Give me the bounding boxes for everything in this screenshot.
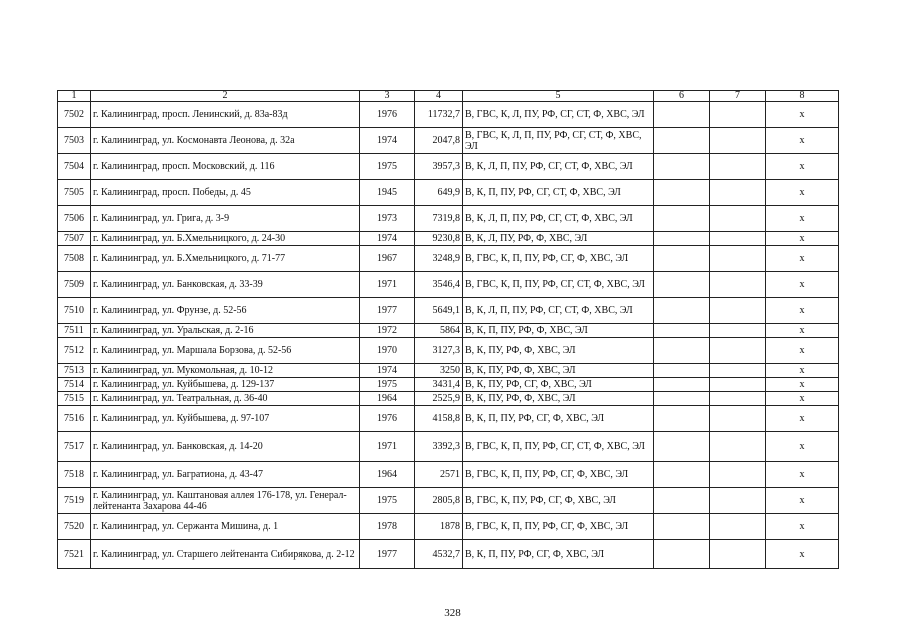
column-7-cell [710,378,766,392]
year-cell: 1977 [360,298,415,324]
column-8-cell: х [766,364,839,378]
column-6-cell [654,102,710,128]
column-8-cell: х [766,392,839,406]
header-cell: 5 [463,91,654,102]
page-number: 328 [444,607,461,619]
area-cell: 2047,8 [415,128,463,154]
table-row [58,272,839,298]
column-8-cell: х [766,102,839,128]
header-row [58,91,839,102]
year-cell: 1964 [360,462,415,488]
column-7-cell [710,488,766,514]
area-cell: 4158,8 [415,406,463,432]
table-row [58,540,839,569]
works-cell: В, К, Л, ПУ, РФ, Ф, ХВС, ЭЛ [463,232,654,246]
column-6-cell [654,514,710,540]
address-cell: г. Калининград, ул. Банковская, д. 33-39 [91,272,360,298]
column-8-cell: х [766,540,839,569]
area-cell: 2805,8 [415,488,463,514]
year-cell: 1975 [360,154,415,180]
column-6-cell [654,378,710,392]
column-6-cell [654,338,710,364]
year-cell: 1972 [360,324,415,338]
table-row [58,232,839,246]
year-cell: 1971 [360,272,415,298]
address-cell: г. Калининград, просп. Победы, д. 45 [91,180,360,206]
column-6-cell [654,180,710,206]
row-number-cell: 7506 [58,206,91,232]
column-8-cell: х [766,272,839,298]
table-row [58,298,839,324]
column-7-cell [710,338,766,364]
works-cell: В, К, Л, П, ПУ, РФ, СГ, СТ, Ф, ХВС, ЭЛ [463,298,654,324]
year-cell: 1974 [360,364,415,378]
works-cell: В, ГВС, К, Л, П, ПУ, РФ, СГ, СТ, Ф, ХВС, ЭЛ [463,128,654,154]
area-cell: 2571 [415,462,463,488]
works-cell: В, ГВС, К, П, ПУ, РФ, СГ, Ф, ХВС, ЭЛ [463,462,654,488]
column-7-cell [710,298,766,324]
year-cell: 1974 [360,232,415,246]
row-number-cell: 7512 [58,338,91,364]
column-6-cell [654,488,710,514]
column-8-cell: х [766,488,839,514]
area-cell: 3392,3 [415,432,463,462]
column-8-cell: х [766,432,839,462]
year-cell: 1964 [360,392,415,406]
column-8-cell: х [766,324,839,338]
table-row [58,338,839,364]
column-7-cell [710,206,766,232]
address-cell: г. Калининград, ул. Сержанта Мишина, д. 1 [91,514,360,540]
column-6-cell [654,128,710,154]
area-cell: 3431,4 [415,378,463,392]
row-number-cell: 7520 [58,514,91,540]
address-cell: г. Калининград, ул. Б.Хмельницкого, д. 71-77 [91,246,360,272]
column-6-cell [654,364,710,378]
year-cell: 1973 [360,206,415,232]
column-6-cell [654,432,710,462]
header-cell: 3 [360,91,415,102]
column-8-cell: х [766,180,839,206]
works-cell: В, К, ПУ, РФ, Ф, ХВС, ЭЛ [463,392,654,406]
column-6-cell [654,246,710,272]
works-cell: В, К, ПУ, РФ, СГ, Ф, ХВС, ЭЛ [463,378,654,392]
address-cell: г. Калининград, ул. Мукомольная, д. 10-12 [91,364,360,378]
table-body [58,91,839,569]
row-number-cell: 7503 [58,128,91,154]
table-row [58,206,839,232]
column-6-cell [654,272,710,298]
column-7-cell [710,154,766,180]
column-8-cell: х [766,128,839,154]
area-cell: 7319,8 [415,206,463,232]
address-cell: г. Калининград, ул. Уральская, д. 2-16 [91,324,360,338]
address-cell: г. Калининград, ул. Старшего лейтенанта Сибирякова, д. 2-12 [91,540,360,569]
address-cell: г. Калининград, ул. Багратиона, д. 43-47 [91,462,360,488]
column-8-cell: х [766,406,839,432]
header-cell: 7 [710,91,766,102]
area-cell: 3127,3 [415,338,463,364]
address-cell: г. Калининград, ул. Фрунзе, д. 52-56 [91,298,360,324]
column-7-cell [710,514,766,540]
works-cell: В, К, ПУ, РФ, Ф, ХВС, ЭЛ [463,338,654,364]
column-7-cell [710,128,766,154]
area-cell: 5649,1 [415,298,463,324]
year-cell: 1976 [360,102,415,128]
header-cell: 8 [766,91,839,102]
address-cell: г. Калининград, просп. Ленинский, д. 83а-83д [91,102,360,128]
table-row [58,102,839,128]
column-7-cell [710,324,766,338]
year-cell: 1945 [360,180,415,206]
address-cell: г. Калининград, ул. Театральная, д. 36-40 [91,392,360,406]
column-6-cell [654,232,710,246]
table-row [58,128,839,154]
area-cell: 2525,9 [415,392,463,406]
works-cell: В, К, П, ПУ, РФ, СГ, Ф, ХВС, ЭЛ [463,406,654,432]
row-number-cell: 7508 [58,246,91,272]
column-6-cell [654,298,710,324]
column-6-cell [654,206,710,232]
column-8-cell: х [766,246,839,272]
row-number-cell: 7519 [58,488,91,514]
row-number-cell: 7521 [58,540,91,569]
column-6-cell [654,462,710,488]
column-8-cell: х [766,514,839,540]
table-row [58,406,839,432]
area-cell: 3546,4 [415,272,463,298]
area-cell: 1878 [415,514,463,540]
table-row [58,392,839,406]
works-cell: В, К, Л, П, ПУ, РФ, СГ, СТ, Ф, ХВС, ЭЛ [463,206,654,232]
address-cell: г. Калининград, ул. Куйбышева, д. 129-137 [91,378,360,392]
column-8-cell: х [766,232,839,246]
column-7-cell [710,432,766,462]
column-8-cell: х [766,298,839,324]
works-cell: В, ГВС, К, П, ПУ, РФ, СГ, СТ, Ф, ХВС, ЭЛ [463,272,654,298]
row-number-cell: 7507 [58,232,91,246]
column-8-cell: х [766,462,839,488]
column-7-cell [710,232,766,246]
area-cell: 3250 [415,364,463,378]
row-number-cell: 7518 [58,462,91,488]
address-cell: г. Калининград, просп. Московский, д. 116 [91,154,360,180]
column-8-cell: х [766,338,839,364]
year-cell: 1976 [360,406,415,432]
area-cell: 3248,9 [415,246,463,272]
address-cell: г. Калининград, ул. Куйбышева, д. 97-107 [91,406,360,432]
column-7-cell [710,180,766,206]
header-cell: 1 [58,91,91,102]
year-cell: 1975 [360,378,415,392]
address-cell: г. Калининград, ул. Космонавта Леонова, д. 32а [91,128,360,154]
header-cell: 4 [415,91,463,102]
area-cell: 649,9 [415,180,463,206]
address-cell: г. Калининград, ул. Каштановая аллея 176-178, ул. Генерал-лейтенанта Захарова 44-46 [91,488,360,514]
table-row [58,246,839,272]
row-number-cell: 7517 [58,432,91,462]
row-number-cell: 7515 [58,392,91,406]
row-number-cell: 7509 [58,272,91,298]
housing-table [57,90,839,569]
column-7-cell [710,246,766,272]
works-cell: В, ГВС, К, П, ПУ, РФ, СГ, Ф, ХВС, ЭЛ [463,246,654,272]
area-cell: 11732,7 [415,102,463,128]
address-cell: г. Калининград, ул. Грига, д. 3-9 [91,206,360,232]
column-7-cell [710,272,766,298]
column-6-cell [654,154,710,180]
row-number-cell: 7502 [58,102,91,128]
column-8-cell: х [766,378,839,392]
address-cell: г. Калининград, ул. Банковская, д. 14-20 [91,432,360,462]
column-7-cell [710,392,766,406]
row-number-cell: 7511 [58,324,91,338]
column-7-cell [710,406,766,432]
column-6-cell [654,324,710,338]
year-cell: 1978 [360,514,415,540]
column-7-cell [710,364,766,378]
column-8-cell: х [766,154,839,180]
table-row [58,514,839,540]
works-cell: В, ГВС, К, Л, ПУ, РФ, СГ, СТ, Ф, ХВС, ЭЛ [463,102,654,128]
works-cell: В, К, Л, П, ПУ, РФ, СГ, СТ, Ф, ХВС, ЭЛ [463,154,654,180]
area-cell: 9230,8 [415,232,463,246]
column-7-cell [710,102,766,128]
column-7-cell [710,462,766,488]
year-cell: 1967 [360,246,415,272]
column-8-cell: х [766,206,839,232]
works-cell: В, ГВС, К, П, ПУ, РФ, СГ, Ф, ХВС, ЭЛ [463,514,654,540]
table-row [58,378,839,392]
year-cell: 1971 [360,432,415,462]
address-cell: г. Калининград, ул. Б.Хмельницкого, д. 24-30 [91,232,360,246]
column-7-cell [710,540,766,569]
year-cell: 1974 [360,128,415,154]
header-cell: 2 [91,91,360,102]
table-row [58,432,839,462]
year-cell: 1977 [360,540,415,569]
works-cell: В, К, П, ПУ, РФ, Ф, ХВС, ЭЛ [463,324,654,338]
row-number-cell: 7505 [58,180,91,206]
address-cell: г. Калининград, ул. Маршала Борзова, д. 52-56 [91,338,360,364]
works-cell: В, ГВС, К, П, ПУ, РФ, СГ, СТ, Ф, ХВС, ЭЛ [463,432,654,462]
row-number-cell: 7516 [58,406,91,432]
works-cell: В, К, ПУ, РФ, Ф, ХВС, ЭЛ [463,364,654,378]
area-cell: 3957,3 [415,154,463,180]
works-cell: В, К, П, ПУ, РФ, СГ, Ф, ХВС, ЭЛ [463,540,654,569]
table-row [58,364,839,378]
year-cell: 1970 [360,338,415,364]
area-cell: 4532,7 [415,540,463,569]
table-row [58,154,839,180]
column-6-cell [654,406,710,432]
row-number-cell: 7514 [58,378,91,392]
header-cell: 6 [654,91,710,102]
row-number-cell: 7504 [58,154,91,180]
column-6-cell [654,540,710,569]
table-row [58,324,839,338]
table-row [58,462,839,488]
row-number-cell: 7510 [58,298,91,324]
works-cell: В, ГВС, К, ПУ, РФ, СГ, Ф, ХВС, ЭЛ [463,488,654,514]
column-6-cell [654,392,710,406]
row-number-cell: 7513 [58,364,91,378]
table-row [58,180,839,206]
table-row [58,488,839,514]
year-cell: 1975 [360,488,415,514]
works-cell: В, К, П, ПУ, РФ, СГ, СТ, Ф, ХВС, ЭЛ [463,180,654,206]
area-cell: 5864 [415,324,463,338]
